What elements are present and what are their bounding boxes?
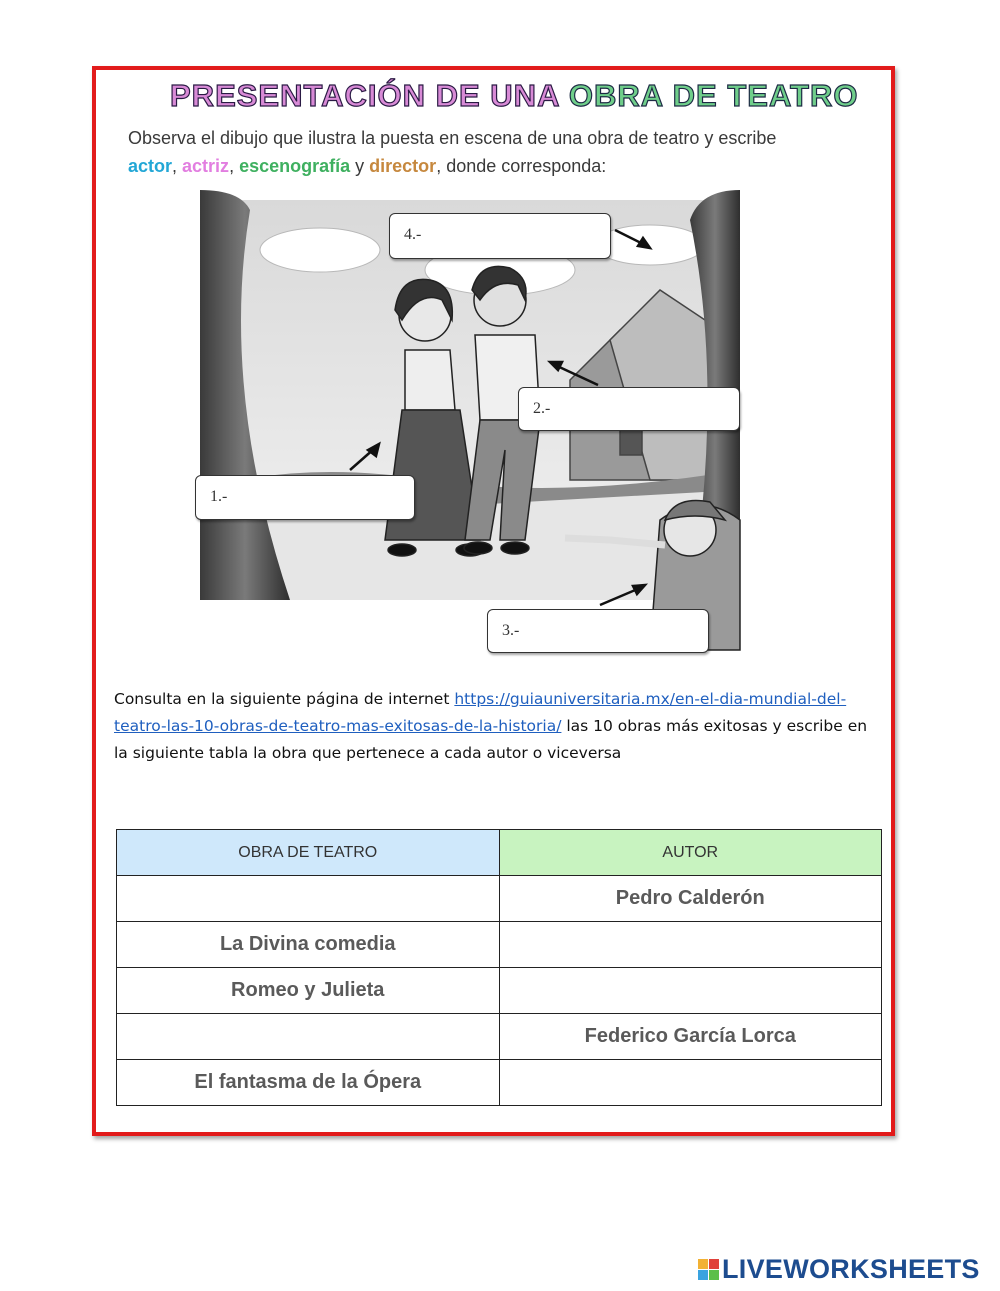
answer-box-label: 3.- — [502, 622, 520, 639]
cell-autor[interactable] — [499, 922, 882, 968]
table-header-row — [117, 830, 882, 876]
instruction-text — [128, 124, 888, 180]
answer-box-2[interactable] — [518, 387, 740, 431]
cell-obra[interactable]: La Divina comedia — [117, 922, 500, 968]
consulta-text-after: las 10 obras más exitosas y escribe en la siguiente tabla la obra que pertenece a cada autor o viceversa — [114, 717, 868, 762]
keyword-director: director — [369, 156, 437, 176]
cell-obra[interactable] — [117, 1014, 500, 1060]
cell-autor[interactable]: Federico García Lorca — [499, 1014, 882, 1060]
table-row — [117, 1060, 882, 1106]
consulta-paragraph — [114, 686, 884, 767]
keyword-actriz: actriz — [182, 156, 230, 176]
table-row — [117, 922, 882, 968]
title-part-2: OBRA DE TEATRO — [568, 78, 859, 113]
brand-text: LIVEWORKSHEETS — [722, 1253, 980, 1284]
cell-obra[interactable] — [117, 876, 500, 922]
header-obra: OBRA DE TEATRO — [117, 830, 500, 876]
answer-box-4[interactable] — [389, 213, 611, 259]
answer-box-3[interactable] — [487, 609, 709, 653]
liveworksheets-logo — [698, 1254, 980, 1284]
answer-box-label: 4.- — [404, 226, 422, 243]
cell-autor[interactable]: Pedro Calderón — [499, 876, 882, 922]
cell-obra[interactable]: Romeo y Julieta — [117, 968, 500, 1014]
obras-table — [116, 829, 882, 1106]
table-row — [117, 968, 882, 1014]
header-autor: AUTOR — [499, 830, 882, 876]
instruction-line-1: Observa el dibujo que ilustra la puesta en escena de una obra de teatro y escribe — [128, 128, 777, 148]
answer-box-label: 2.- — [533, 400, 551, 417]
cell-autor[interactable] — [499, 1060, 882, 1106]
table-row — [117, 1014, 882, 1060]
instruction-tail: , donde corresponda: — [436, 156, 607, 176]
theater-scene-illustration — [180, 190, 760, 680]
title-part-1: PRESENTACIÓN DE UNA — [170, 78, 569, 113]
worksheet-title — [170, 78, 859, 118]
keyword-actor: actor — [128, 156, 173, 176]
cell-autor[interactable] — [499, 968, 882, 1014]
consulta-text-before: Consulta en la siguiente página de internet — [114, 690, 455, 708]
table-row — [117, 876, 882, 922]
cell-obra[interactable]: El fantasma de la Ópera — [117, 1060, 500, 1106]
reference-link[interactable]: https://guiauniversitaria.mx/en-el-dia-mundial-del-teatro-las-10-obras-de-teatro-mas-exitosas-de-la-historia/ — [114, 690, 847, 735]
logo-grid-icon — [698, 1259, 719, 1280]
separator: y — [350, 156, 370, 176]
separator: , — [172, 156, 183, 176]
keyword-escenografia: escenografía — [239, 156, 351, 176]
answer-box-label: 1.- — [210, 488, 228, 505]
separator: , — [229, 156, 240, 176]
answer-box-1[interactable] — [195, 475, 415, 520]
